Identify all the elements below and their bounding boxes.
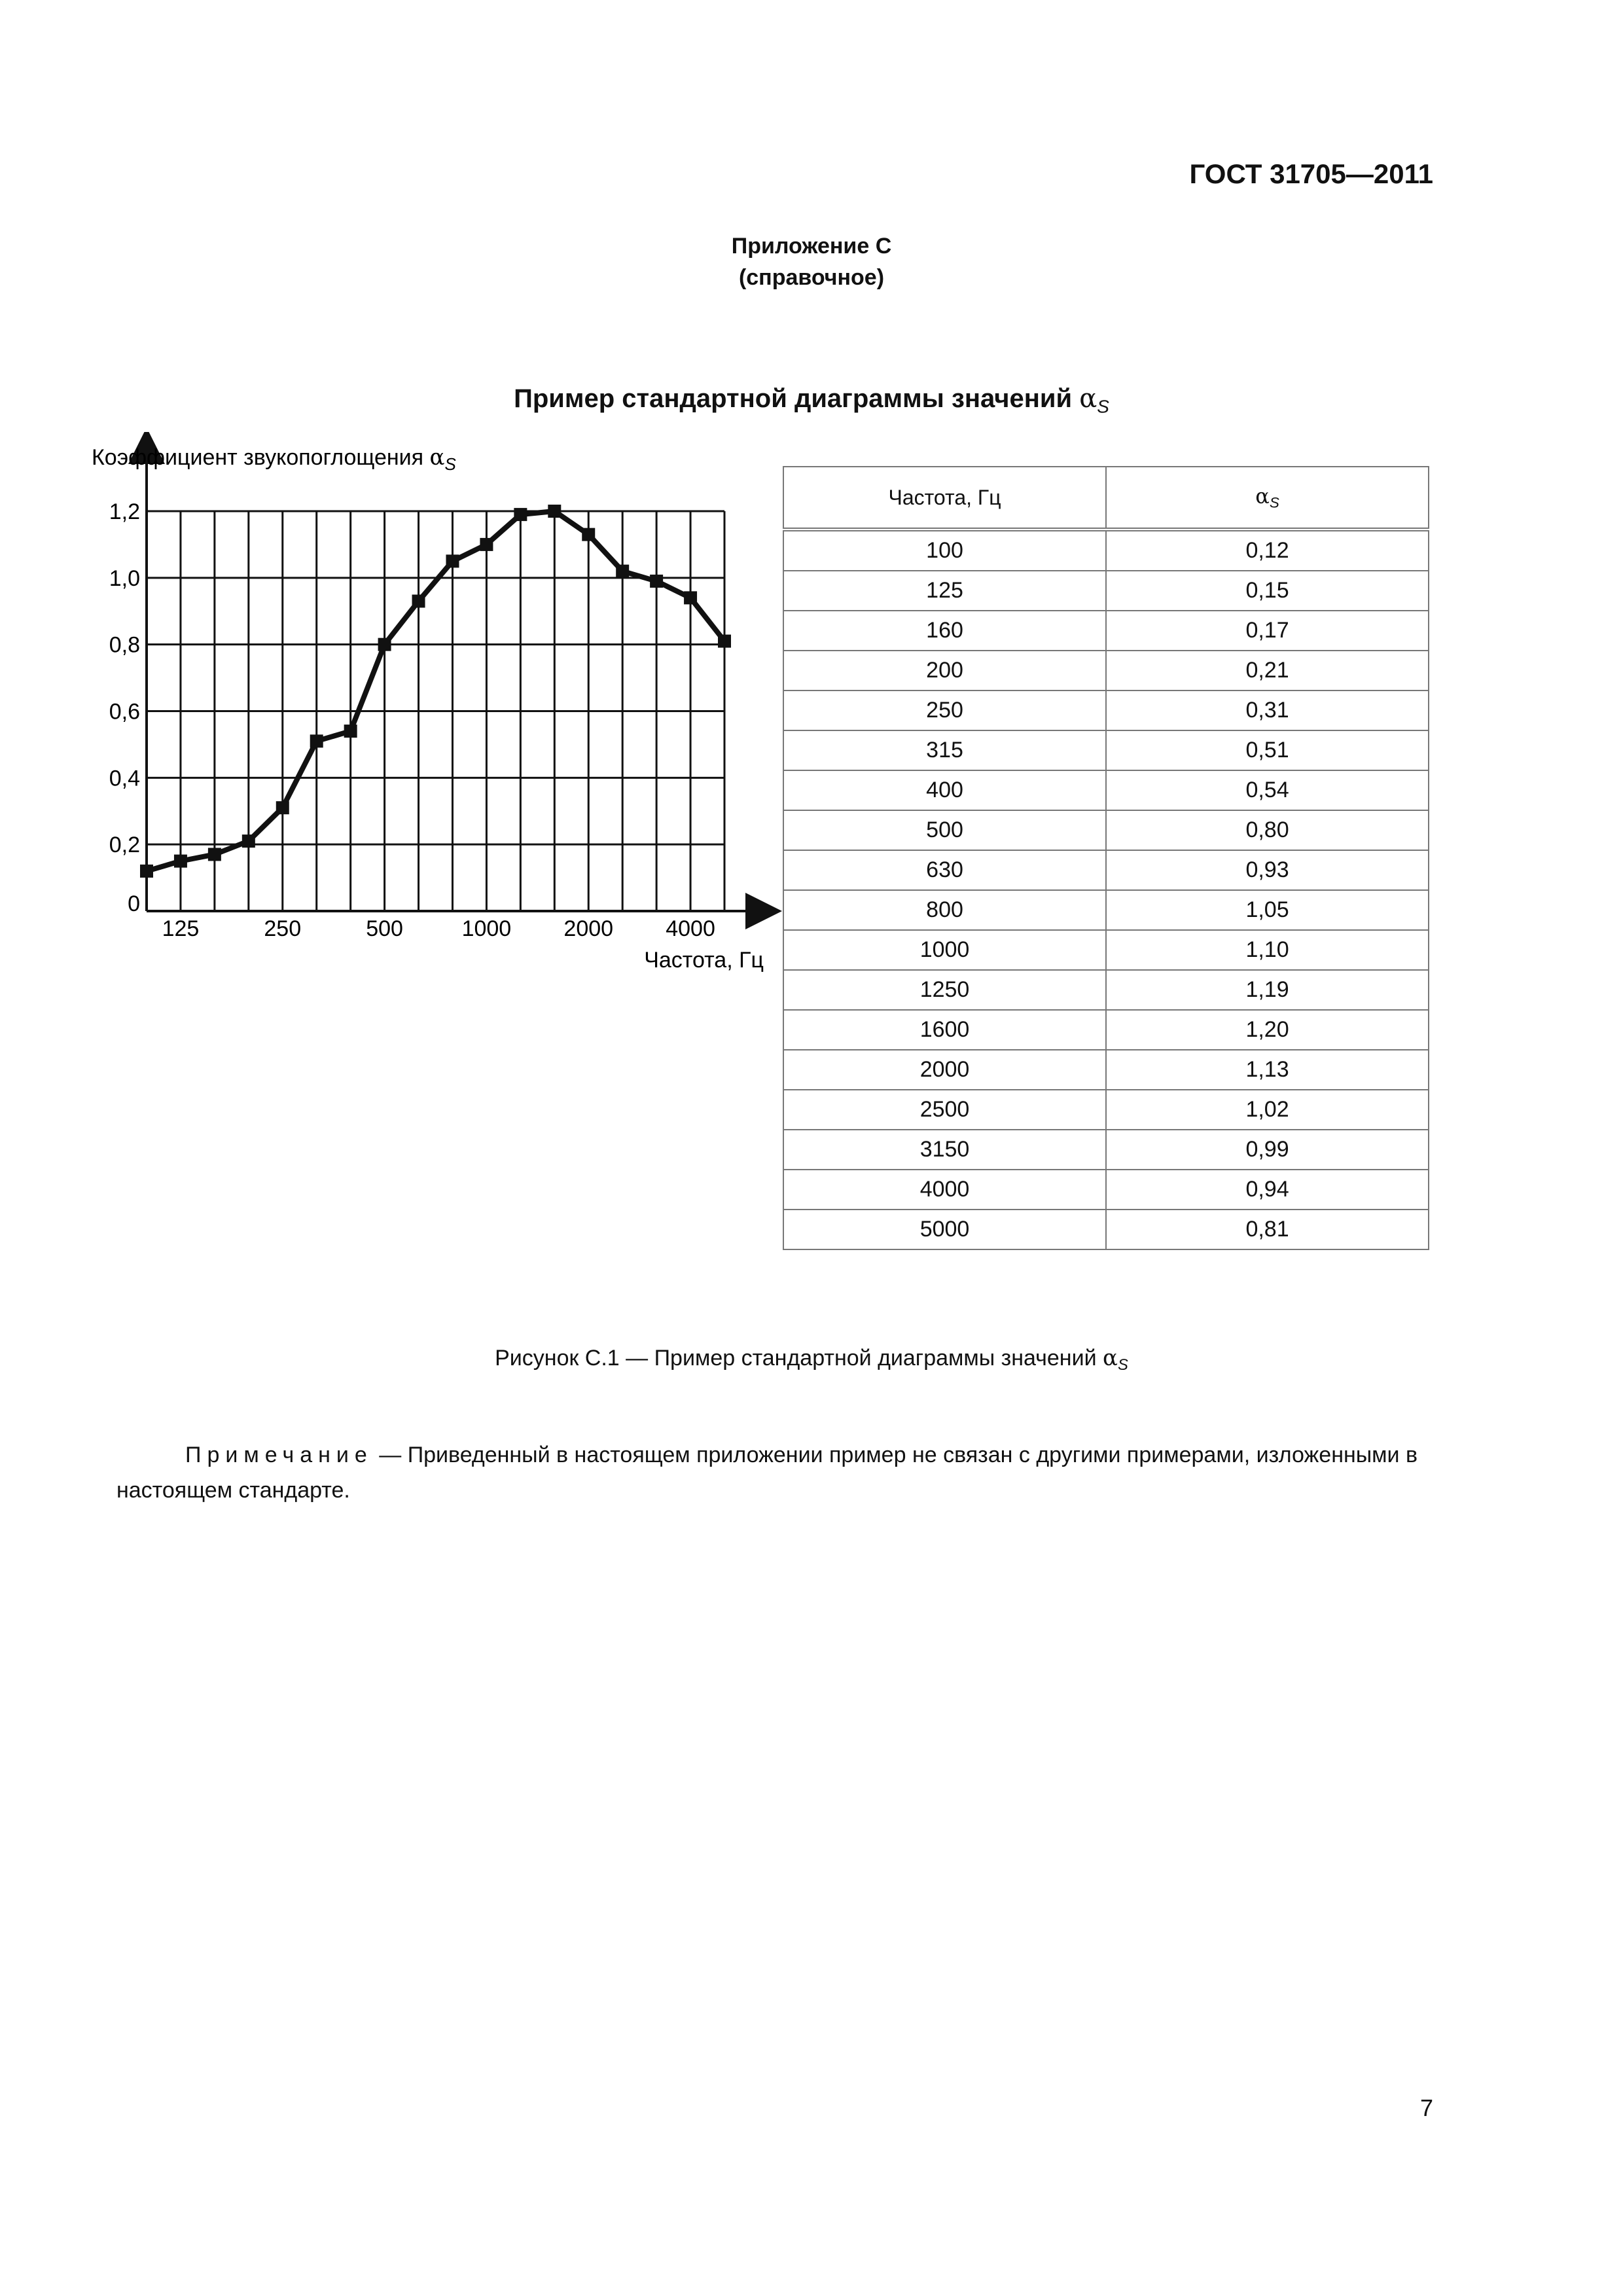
note-text: — Приведенный в настоящем приложении пример не связан с другими примерами, изложенными в настоящем стандарте. bbox=[116, 1443, 1418, 1503]
cell-alpha: 0,17 bbox=[1106, 611, 1429, 651]
cell-frequency: 5000 bbox=[783, 1210, 1106, 1249]
absorption-table bbox=[783, 466, 1429, 1250]
y-tick-label: 0,6 bbox=[109, 699, 140, 725]
cell-alpha: 0,94 bbox=[1106, 1170, 1429, 1210]
table-row bbox=[783, 571, 1429, 611]
table-row bbox=[783, 1170, 1429, 1210]
table-body bbox=[783, 529, 1429, 1249]
x-tick-label: 4000 bbox=[666, 916, 715, 941]
cell-alpha: 0,93 bbox=[1106, 850, 1429, 890]
y-axis-title: Коэффициент звукопоглощения $\alpha_S$ bbox=[92, 444, 456, 474]
cell-alpha: 1,19 bbox=[1106, 970, 1429, 1010]
y-tick-label: 0,2 bbox=[109, 833, 140, 858]
table-row bbox=[783, 611, 1429, 651]
cell-frequency: 1000 bbox=[783, 930, 1106, 970]
cell-alpha: 1,20 bbox=[1106, 1010, 1429, 1050]
cell-frequency: 3150 bbox=[783, 1130, 1106, 1170]
cell-frequency: 1250 bbox=[783, 970, 1106, 1010]
cell-alpha: 0,99 bbox=[1106, 1130, 1429, 1170]
data-point-marker bbox=[344, 725, 357, 738]
note-label: Примечание bbox=[185, 1443, 373, 1467]
page-number: 7 bbox=[1419, 2094, 1433, 2121]
y-tick-label: 1,0 bbox=[109, 565, 140, 591]
cell-frequency: 2000 bbox=[783, 1050, 1106, 1090]
figure-caption bbox=[0, 1345, 1623, 1374]
cell-alpha: 0,15 bbox=[1106, 571, 1429, 611]
table-row bbox=[783, 651, 1429, 691]
cell-frequency: 315 bbox=[783, 730, 1106, 770]
cell-frequency: 4000 bbox=[783, 1170, 1106, 1210]
absorption-chart bbox=[92, 432, 785, 995]
cell-alpha: 1,10 bbox=[1106, 930, 1429, 970]
data-point-marker bbox=[276, 801, 289, 814]
table-row bbox=[783, 1090, 1429, 1130]
y-tick-label: 0 bbox=[128, 891, 140, 916]
caption-alpha-symbol: $\alpha_S$ bbox=[1103, 1345, 1128, 1374]
table-row bbox=[783, 930, 1429, 970]
cell-frequency: 400 bbox=[783, 770, 1106, 810]
cell-alpha: 1,05 bbox=[1106, 890, 1429, 930]
data-point-marker bbox=[412, 594, 425, 607]
x-tick-label: 500 bbox=[366, 916, 403, 941]
data-point-marker bbox=[718, 635, 731, 648]
x-tick-label: 1000 bbox=[461, 916, 512, 941]
cell-frequency: 800 bbox=[783, 890, 1106, 930]
table-row bbox=[783, 1130, 1429, 1170]
table-row bbox=[783, 730, 1429, 770]
x-tick-label: 250 bbox=[264, 916, 302, 941]
annex-heading bbox=[0, 230, 1623, 293]
cell-frequency: 100 bbox=[783, 529, 1106, 571]
header-frequency: Частота, Гц bbox=[783, 467, 1106, 529]
table-row bbox=[783, 890, 1429, 930]
data-point-marker bbox=[548, 505, 561, 518]
chart-grid bbox=[147, 511, 724, 911]
data-point-marker bbox=[480, 538, 493, 551]
cell-frequency: 250 bbox=[783, 691, 1106, 730]
alpha-series-line bbox=[147, 511, 724, 871]
cell-frequency: 160 bbox=[783, 611, 1106, 651]
cell-frequency: 200 bbox=[783, 651, 1106, 691]
note-paragraph bbox=[116, 1437, 1442, 1508]
chart-axes bbox=[147, 446, 764, 911]
data-point-marker bbox=[684, 591, 697, 604]
data-point-marker bbox=[242, 834, 255, 848]
data-point-marker bbox=[208, 848, 221, 861]
cell-frequency: 1600 bbox=[783, 1010, 1106, 1050]
caption-text: Рисунок С.1 — Пример стандартной диаграммы значений bbox=[495, 1346, 1097, 1371]
annex-subtitle: (справочное) bbox=[738, 265, 885, 290]
cell-alpha: 0,31 bbox=[1106, 691, 1429, 730]
cell-alpha: 1,13 bbox=[1106, 1050, 1429, 1090]
data-point-marker bbox=[446, 554, 459, 567]
data-point-marker bbox=[616, 565, 629, 578]
cell-frequency: 125 bbox=[783, 571, 1106, 611]
cell-alpha: 0,51 bbox=[1106, 730, 1429, 770]
table-row bbox=[783, 770, 1429, 810]
cell-alpha: 0,12 bbox=[1106, 529, 1429, 571]
data-point-marker bbox=[378, 638, 391, 651]
data-point-marker bbox=[140, 865, 153, 878]
chart-labels bbox=[92, 444, 764, 973]
table-row bbox=[783, 850, 1429, 890]
cell-frequency: 2500 bbox=[783, 1090, 1106, 1130]
cell-alpha: 1,02 bbox=[1106, 1090, 1429, 1130]
table-row bbox=[783, 529, 1429, 571]
data-point-marker bbox=[582, 528, 595, 541]
cell-alpha: 0,54 bbox=[1106, 770, 1429, 810]
data-point-marker bbox=[514, 508, 527, 521]
document-header: ГОСТ 31705—2011 bbox=[1189, 158, 1433, 189]
cell-alpha: 0,21 bbox=[1106, 651, 1429, 691]
cell-alpha: 0,81 bbox=[1106, 1210, 1429, 1249]
data-point-marker bbox=[310, 734, 323, 747]
x-axis-title: Частота, Гц bbox=[644, 948, 764, 973]
annex-title: Приложение С bbox=[731, 234, 892, 259]
section-title bbox=[0, 384, 1623, 417]
chart-series bbox=[140, 505, 731, 878]
cell-alpha: 0,80 bbox=[1106, 810, 1429, 850]
table-row bbox=[783, 810, 1429, 850]
table-row bbox=[783, 691, 1429, 730]
section-title-text: Пример стандартной диаграммы значений bbox=[514, 384, 1073, 413]
data-point-marker bbox=[174, 855, 187, 868]
header-alpha: $\alpha_S$ bbox=[1106, 467, 1429, 529]
table-row bbox=[783, 970, 1429, 1010]
y-tick-label: 1,2 bbox=[109, 499, 140, 524]
cell-frequency: 500 bbox=[783, 810, 1106, 850]
table-header-row bbox=[783, 467, 1429, 529]
x-tick-label: 125 bbox=[162, 916, 200, 941]
table-row bbox=[783, 1050, 1429, 1090]
y-tick-label: 0,8 bbox=[109, 632, 140, 658]
table-row bbox=[783, 1010, 1429, 1050]
data-point-marker bbox=[650, 575, 663, 588]
cell-frequency: 630 bbox=[783, 850, 1106, 890]
table-row bbox=[783, 1210, 1429, 1249]
alpha-s-symbol: $\alpha_S$ bbox=[1079, 384, 1109, 417]
y-tick-label: 0,4 bbox=[109, 766, 140, 791]
x-tick-label: 2000 bbox=[563, 916, 614, 941]
